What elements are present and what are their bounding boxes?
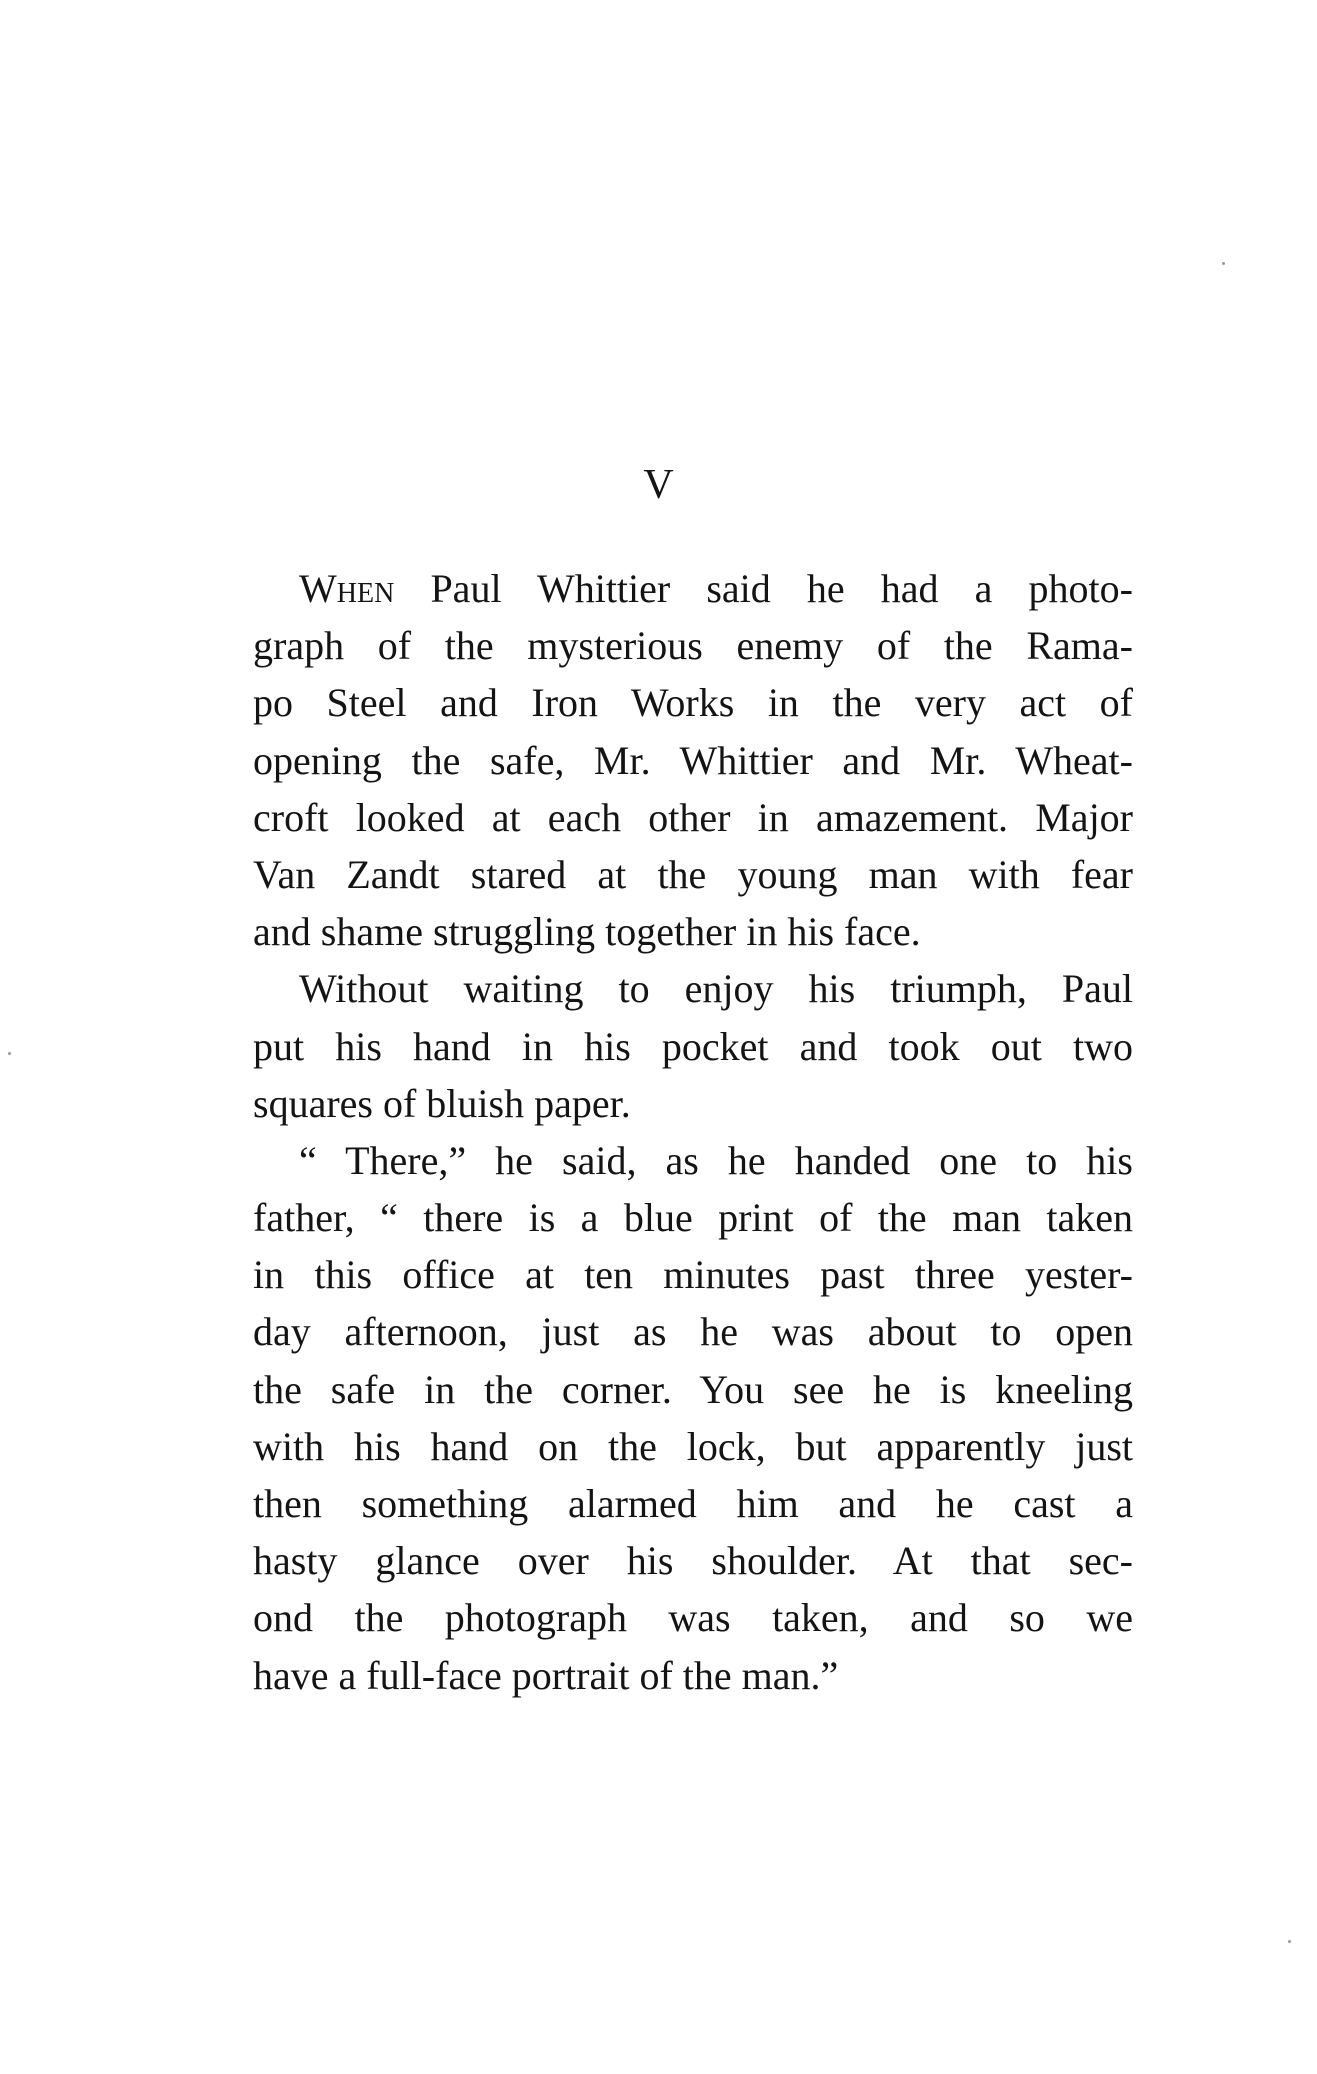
text-line: in this office at ten minutes past three yester- [253,1252,1133,1298]
text-line: po Steel and Iron Works in the very act of [253,680,1133,726]
text-line: day afternoon, just as he was about to open [253,1309,1133,1355]
text-line: croft looked at each other in amazement. Major [253,794,1133,840]
text-line: father, “ there is a blue print of the man taken [253,1195,1133,1241]
text-line: Without waiting to enjoy his triumph, Paul [299,966,1133,1012]
text-line: then something alarmed him and he cast a [253,1481,1133,1526]
text-line: opening the safe, Mr. Whittier and Mr. Wheat- [253,737,1133,783]
text-line: graph of the mysterious enemy of the Rama- [253,623,1133,669]
paper-speck [1222,262,1225,265]
text-line: the safe in the corner. You see he is kneeling [253,1366,1133,1412]
opening-word: When [299,566,395,611]
text-line: Van Zandt stared at the young man with fear [253,851,1133,897]
text-line: ond the photograph was taken, and so we [253,1595,1133,1641]
text-line-rest: Paul Whittier said he had a photo- [394,566,1133,611]
body-text [253,560,1133,1704]
text-line: put his hand in his pocket and took out two [253,1023,1133,1069]
text-line: with his hand on the lock, but apparently just [253,1423,1133,1469]
text-line: and shame struggling together in his face. [253,909,921,955]
paper-speck [1288,1940,1291,1943]
chapter-number: V [643,462,674,508]
paper-speck [8,1052,11,1055]
text-line: have a full-face portrait of the man.” [253,1652,839,1698]
text-line: squares of bluish paper. [253,1080,631,1126]
text-line: “ There,” he said, as he handed one to his [299,1137,1133,1183]
text-line [253,560,1133,617]
text-line: hasty glance over his shoulder. At that sec- [253,1538,1133,1584]
